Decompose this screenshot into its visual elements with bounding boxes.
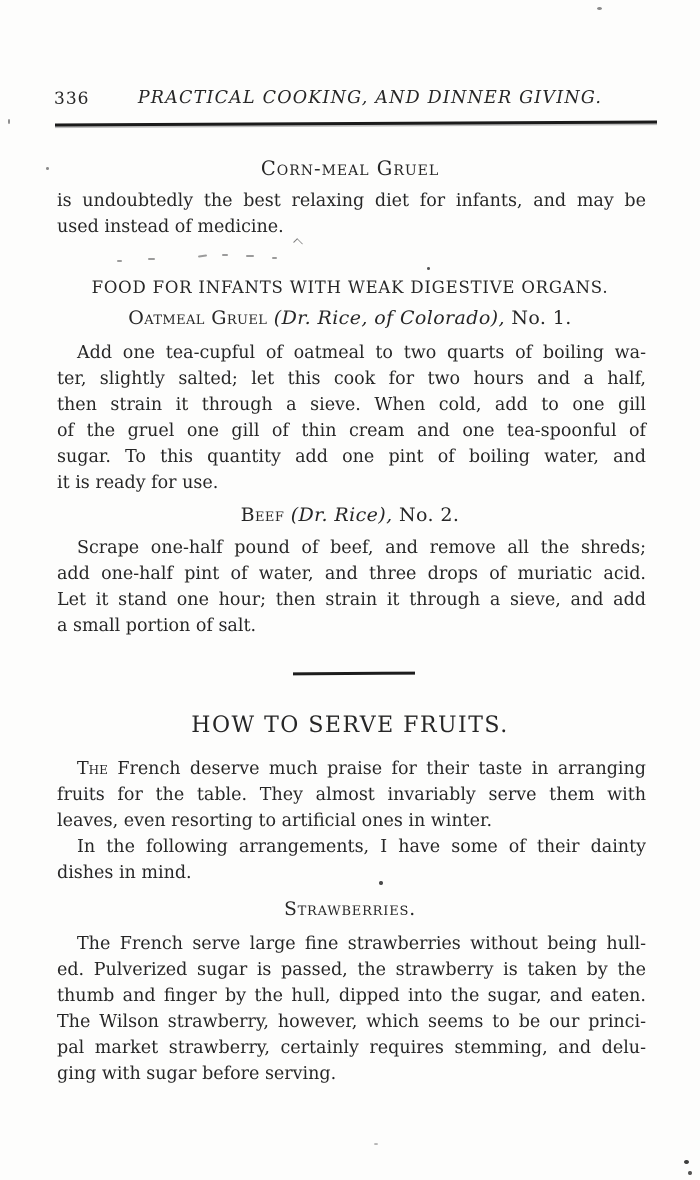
text-line: Add one tea-cupful of oatmeal to two quarts of boiling wa- — [77, 343, 646, 363]
header-rule — [55, 121, 657, 127]
text-line: fruits for the table. They almost invariably serve them with — [57, 785, 646, 805]
how-to-serve-fruits-heading: HOW TO SERVE FRUITS. — [191, 713, 509, 738]
strawberries-paragraph — [57, 931, 646, 1087]
scan-artifact — [8, 119, 10, 124]
text-line: of the gruel one gill of thin cream and one tea-spoonful of — [57, 421, 646, 441]
scan-artifact — [46, 167, 49, 170]
text-line: In the following arrangements, I have some of their dainty — [77, 837, 646, 857]
text-line: ging with sugar before serving. — [57, 1064, 337, 1084]
scan-artifact — [246, 255, 254, 257]
text-line: leaves, even resorting to artificial ones in winter. — [57, 811, 493, 831]
scan-artifact — [427, 267, 430, 270]
text-line: is undoubtedly the best relaxing diet for infants, and may be — [57, 191, 646, 211]
scan-artifact — [374, 1143, 378, 1145]
oatmeal-heading-name: Oatmeal Gruel — [128, 307, 274, 329]
scan-artifact — [684, 1160, 689, 1164]
scan-artifact — [688, 1171, 692, 1175]
text-line: The Wilson strawberry, however, which seems to be our princi- — [57, 1012, 646, 1032]
text-line: pal market strawberry, certainly requires stemming, and delu- — [57, 1038, 646, 1058]
beef-heading — [0, 504, 700, 526]
text-line: then strain it through a sieve. When cold, add to one gill — [57, 395, 646, 415]
corn-meal-gruel-heading: Corn-meal Gruel — [260, 157, 440, 180]
text-line: The French serve large fine strawberries without being hull- — [77, 934, 646, 954]
beef-heading-name: Beef — [240, 504, 291, 526]
text-line: used instead of medicine. — [57, 217, 284, 237]
text-line: add one-half pint of water, and three drops of muriatic acid. — [57, 564, 646, 584]
food-for-infants-heading: FOOD FOR INFANTS WITH WEAK DIGESTIVE ORGANS. — [91, 278, 609, 297]
text-line: it is ready for use. — [57, 473, 219, 493]
beef-paragraph — [57, 535, 646, 639]
text-line — [57, 756, 646, 782]
strawberries-heading: Strawberries. — [284, 899, 416, 920]
beef-heading-number: No. 2. — [392, 504, 460, 526]
section-divider-rule — [293, 672, 415, 676]
beef-heading-attribution: (Dr. Rice), — [290, 504, 393, 526]
fruits-paragraph-1 — [57, 756, 646, 834]
text-line: thumb and finger by the hull, dipped into the sugar, and eaten. — [57, 986, 646, 1006]
text-line: a small portion of salt. — [57, 616, 257, 636]
lead-word: The — [77, 759, 108, 779]
page-number: 336 — [54, 89, 90, 109]
scan-artifact — [379, 881, 383, 885]
scan-artifact — [222, 254, 228, 256]
text-line: sugar. To this quantity add one pint of boiling water, and — [57, 447, 646, 467]
oatmeal-paragraph — [57, 340, 646, 496]
text-line: Let it stand one hour; then strain it through a sieve, and add — [57, 590, 646, 610]
text-line: dishes in mind. — [57, 863, 192, 883]
scan-artifact — [117, 260, 122, 262]
scan-artifact — [272, 257, 277, 259]
running-title: PRACTICAL COOKING, AND DINNER GIVING. — [137, 88, 603, 108]
scan-artifact — [148, 258, 155, 260]
scan-artifact — [198, 254, 207, 257]
oatmeal-heading-number: No. 1. — [504, 307, 572, 329]
fruits-paragraph-2 — [57, 834, 646, 886]
text-line: ter, slightly salted; let this cook for two hours and a half, — [57, 369, 646, 389]
scan-artifact — [597, 7, 602, 10]
text-line: Scrape one-half pound of beef, and remove all the shreds; — [77, 538, 646, 558]
text-line: ed. Pulverized sugar is passed, the strawberry is taken by the — [57, 960, 646, 980]
oatmeal-gruel-heading — [0, 307, 700, 329]
oatmeal-heading-attribution: (Dr. Rice, of Colorado), — [273, 307, 505, 329]
corn-meal-paragraph — [57, 188, 646, 240]
line-rest: French deserve much praise for their taste in arranging — [107, 759, 646, 779]
